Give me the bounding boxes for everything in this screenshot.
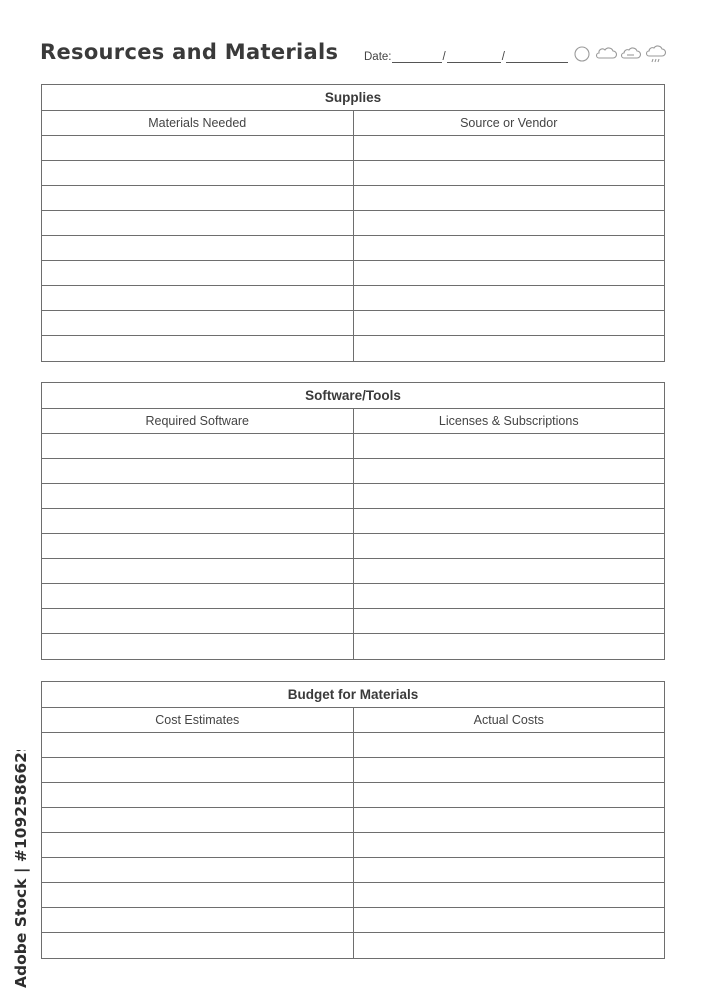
entry-cell[interactable] (42, 336, 353, 361)
entry-cell[interactable] (353, 534, 665, 558)
entry-cell[interactable] (353, 808, 665, 832)
date-field[interactable] (364, 50, 568, 63)
entry-cell[interactable] (42, 261, 353, 285)
table-row (42, 584, 664, 609)
entry-cell[interactable] (353, 858, 665, 882)
entry-cell[interactable] (42, 534, 353, 558)
column-header: Cost Estimates (155, 713, 240, 727)
entry-cell[interactable] (353, 733, 665, 757)
watermark-text: Adobe Stock | #1092586629 (12, 750, 30, 988)
table-row (42, 509, 664, 534)
table-row (42, 833, 664, 858)
entry-cell[interactable] (353, 236, 665, 260)
table-row (42, 933, 664, 958)
entry-cell[interactable] (42, 783, 353, 807)
stock-watermark (8, 750, 32, 990)
entry-cell[interactable] (353, 783, 665, 807)
section-title: Software/Tools (42, 383, 664, 409)
entry-cell[interactable] (353, 136, 665, 160)
entry-cell[interactable] (42, 933, 353, 958)
entry-cell[interactable] (42, 584, 353, 608)
entry-cell[interactable] (353, 484, 665, 508)
entry-cell[interactable] (42, 236, 353, 260)
entry-cell[interactable] (42, 484, 353, 508)
entry-cell[interactable] (42, 161, 353, 185)
date-separator: / (442, 51, 446, 63)
table-row (42, 634, 664, 659)
section-title: Supplies (42, 85, 664, 111)
entry-cell[interactable] (42, 211, 353, 235)
table-row (42, 858, 664, 883)
date-year-line[interactable] (506, 50, 568, 63)
table-row (42, 808, 664, 833)
entry-cell[interactable] (42, 136, 353, 160)
section-title: Budget for Materials (42, 682, 664, 708)
table-row (42, 559, 664, 584)
entry-cell[interactable] (42, 634, 353, 659)
date-day-line[interactable] (392, 50, 442, 63)
entry-cell[interactable] (42, 808, 353, 832)
column-header: Materials Needed (148, 116, 247, 130)
section-table (41, 382, 665, 660)
entry-cell[interactable] (353, 161, 665, 185)
table-row (42, 758, 664, 783)
date-separator: / (501, 51, 505, 63)
entry-cell[interactable] (353, 933, 665, 958)
entry-cell[interactable] (353, 286, 665, 310)
entry-cell[interactable] (353, 584, 665, 608)
table-row (42, 311, 664, 336)
entry-cell[interactable] (42, 883, 353, 907)
entry-cell[interactable] (353, 609, 665, 633)
entry-cell[interactable] (42, 286, 353, 310)
entry-cell[interactable] (353, 336, 665, 361)
entry-cell[interactable] (353, 261, 665, 285)
table-row (42, 883, 664, 908)
table-row (42, 211, 664, 236)
entry-cell[interactable] (353, 459, 665, 483)
entry-cell[interactable] (42, 459, 353, 483)
column-header-row (42, 111, 664, 136)
entry-cell[interactable] (353, 559, 665, 583)
column-header: Actual Costs (353, 708, 665, 732)
entry-cell[interactable] (353, 833, 665, 857)
entry-cell[interactable] (42, 758, 353, 782)
entry-cell[interactable] (353, 186, 665, 210)
date-month-line[interactable] (447, 50, 501, 63)
section-table (41, 84, 665, 362)
table-row (42, 236, 664, 261)
weather-selector (572, 44, 668, 66)
table-row (42, 459, 664, 484)
entry-cell[interactable] (42, 733, 353, 757)
entry-cell[interactable] (42, 908, 353, 932)
table-row (42, 136, 664, 161)
table-row (42, 261, 664, 286)
date-label: Date: (364, 51, 392, 63)
table-row (42, 286, 664, 311)
column-header: Licenses & Subscriptions (353, 409, 665, 433)
sun-icon[interactable] (575, 47, 589, 61)
entry-cell[interactable] (42, 509, 353, 533)
table-row (42, 609, 664, 634)
table-row (42, 908, 664, 933)
table-row (42, 733, 664, 758)
column-header-row (42, 409, 664, 434)
entry-cell[interactable] (42, 609, 353, 633)
entry-cell[interactable] (353, 509, 665, 533)
table-row (42, 484, 664, 509)
entry-cell[interactable] (42, 311, 353, 335)
entry-cell[interactable] (42, 434, 353, 458)
entry-cell[interactable] (353, 211, 665, 235)
cloud-icon[interactable] (597, 48, 617, 58)
table-row (42, 336, 664, 361)
table-row (42, 534, 664, 559)
column-header-row (42, 708, 664, 733)
entry-cell[interactable] (353, 311, 665, 335)
column-header: Required Software (145, 414, 250, 428)
entry-cell[interactable] (353, 758, 665, 782)
partly-cloudy-icon[interactable] (622, 48, 641, 58)
table-row (42, 783, 664, 808)
column-header: Source or Vendor (353, 111, 665, 135)
section-table (41, 681, 665, 959)
entry-cell[interactable] (42, 186, 353, 210)
rain-cloud-icon[interactable] (647, 46, 666, 62)
table-row (42, 186, 664, 211)
page-title: Resources and Materials (40, 40, 339, 64)
table-row (42, 434, 664, 459)
entry-cell[interactable] (353, 634, 665, 659)
entry-cell[interactable] (353, 434, 665, 458)
entry-cell[interactable] (42, 833, 353, 857)
entry-cell[interactable] (353, 883, 665, 907)
table-row (42, 161, 664, 186)
entry-cell[interactable] (42, 559, 353, 583)
entry-cell[interactable] (42, 858, 353, 882)
entry-cell[interactable] (353, 908, 665, 932)
